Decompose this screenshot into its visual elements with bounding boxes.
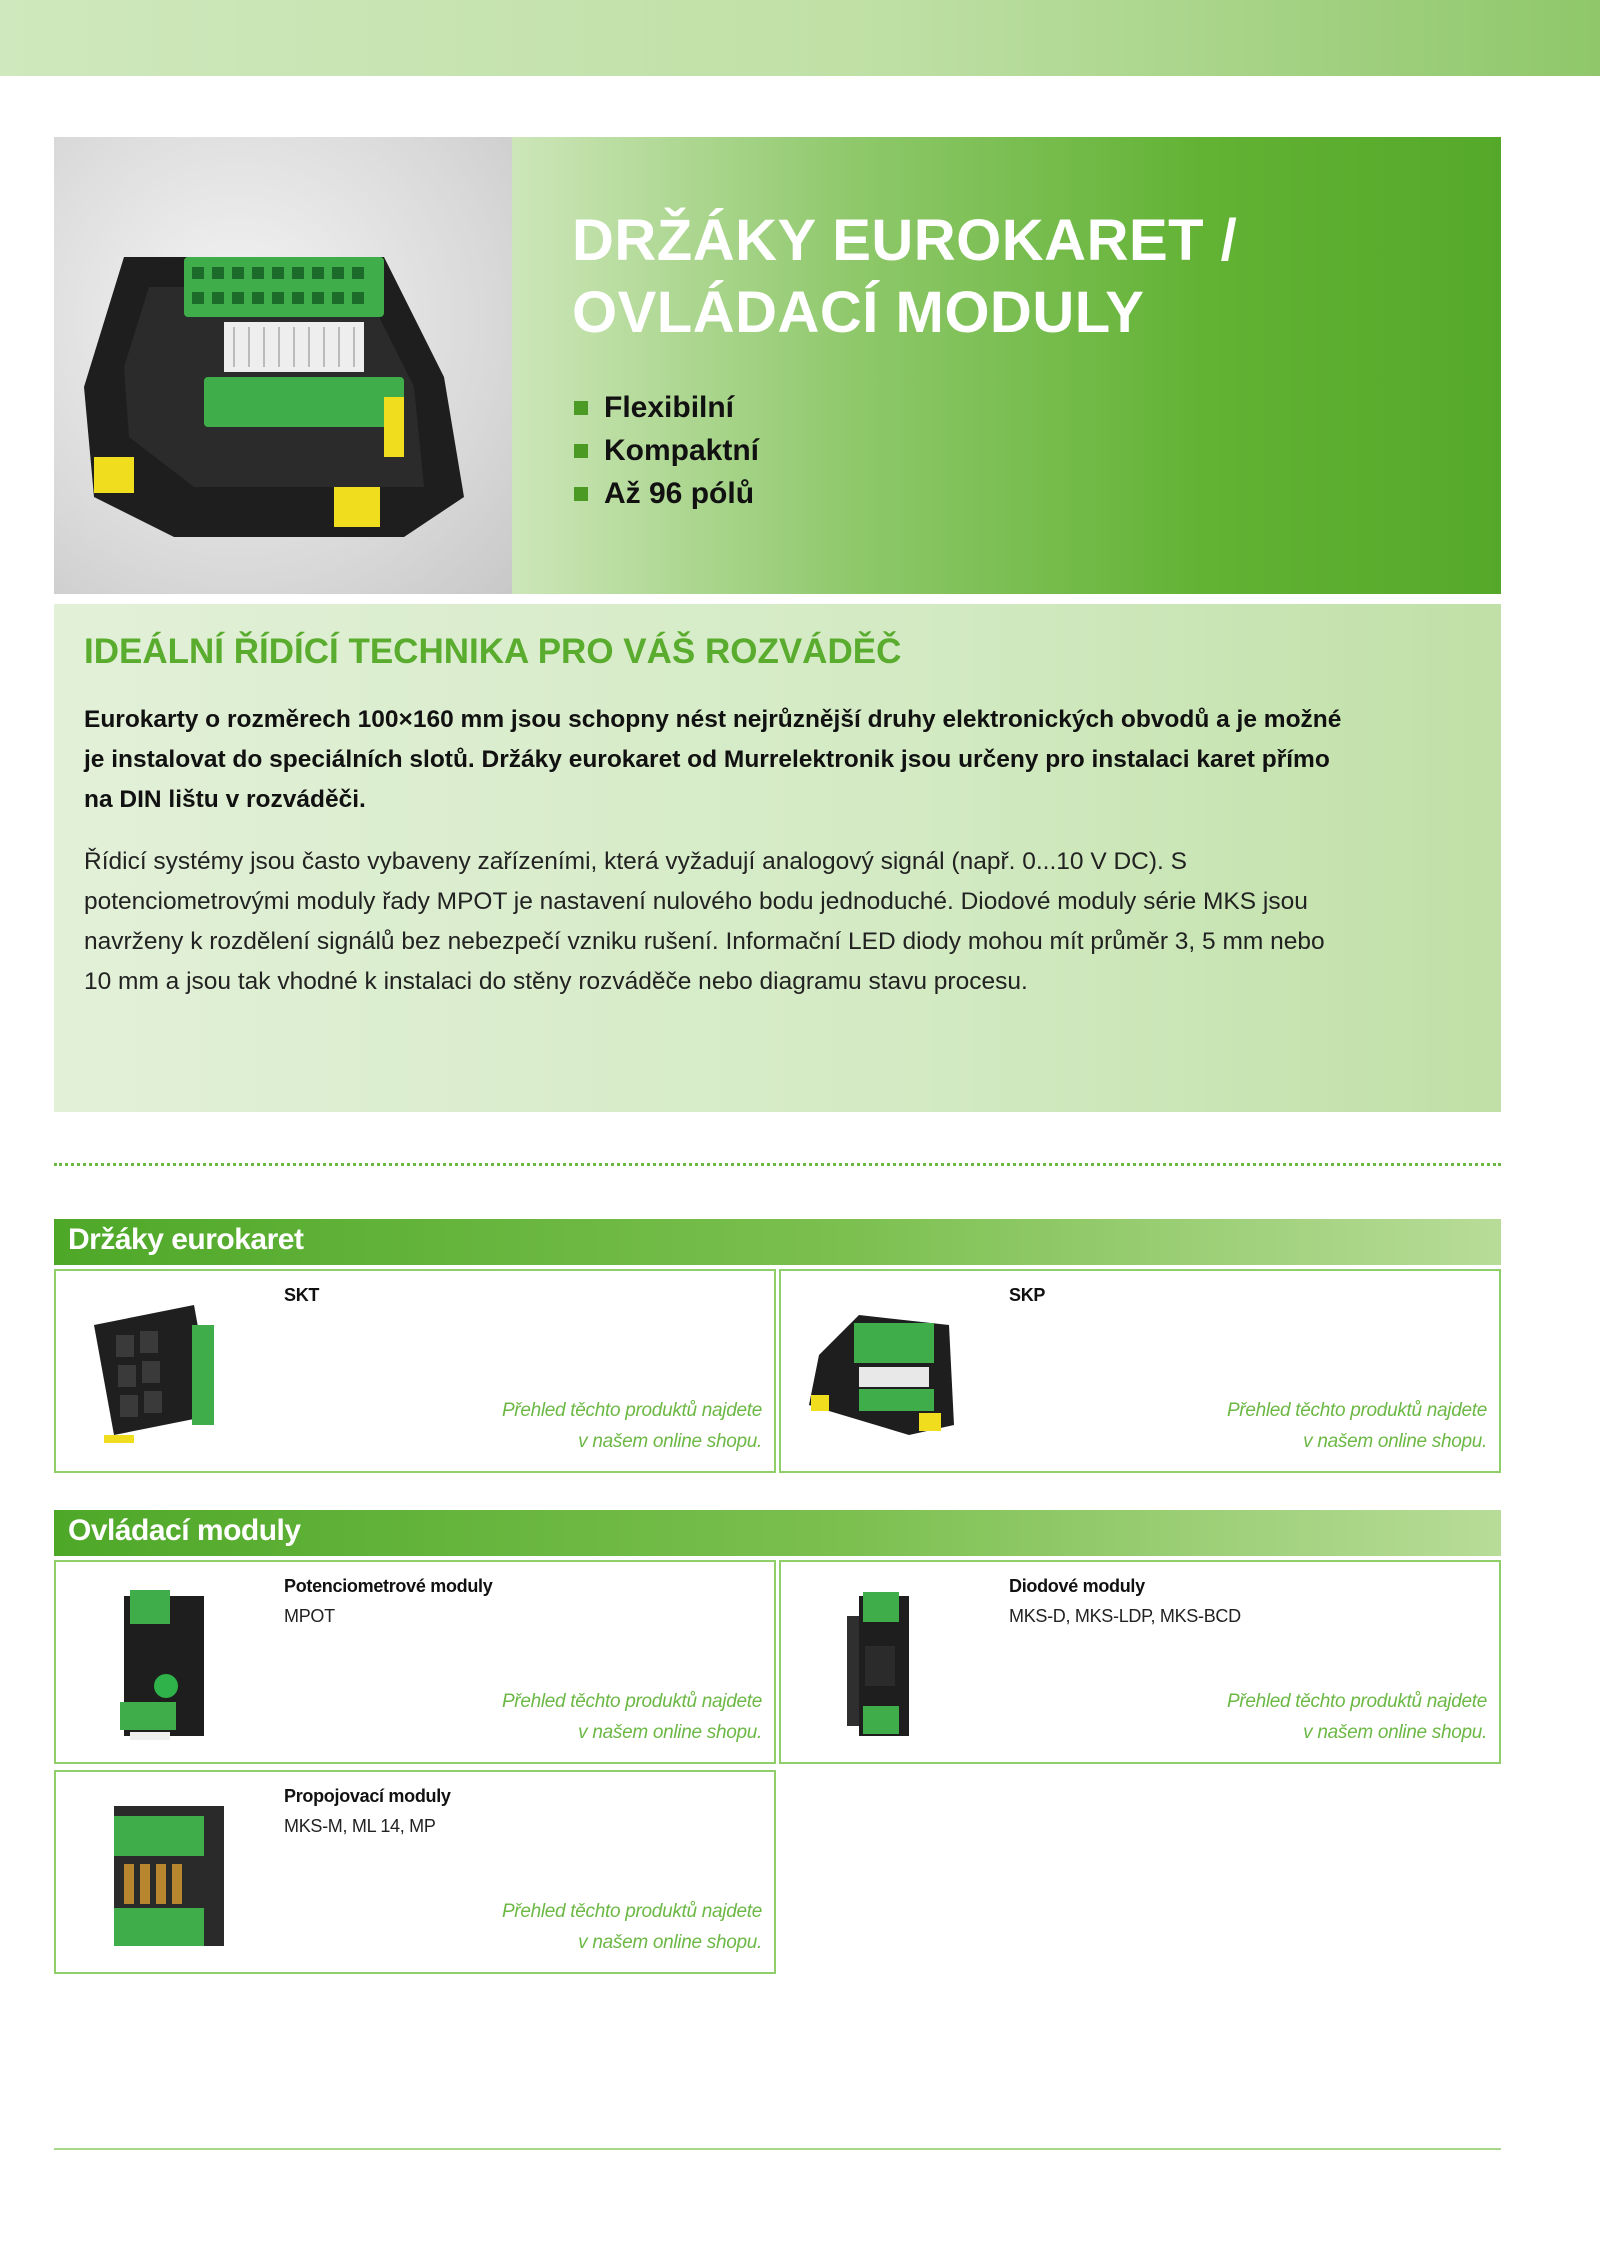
product-image-propojovaci bbox=[74, 1786, 234, 1956]
online-shop-link[interactable]: Přehled těchto produktů najdete v našem online shopu. bbox=[501, 1691, 762, 1743]
section-divider bbox=[54, 1163, 1501, 1166]
section-header-holders bbox=[54, 1219, 1501, 1265]
hero-product-image bbox=[54, 137, 512, 594]
feature-list bbox=[574, 386, 759, 515]
section-title: Držáky eurokaret bbox=[68, 1223, 304, 1256]
product-image-mpot bbox=[74, 1576, 234, 1746]
intro-body-paragraph: Řídicí systémy jsou často vybaveny zařízeními, která vyžadují analogový signál (např. 0...10 V DC). S potenciometrovými moduly řady MPOT je nastavení nulového bodu jednoduché. Diodové moduly série MKS jsou navrženy k rozdělení signálů bez nebezpečí vzniku rušení. Informační LED diody mohou mít průměr 3, 5 mm nebo 10 mm a jsou tak vhodné k instalaci do stěny rozváděče nebo diagramu stavu procesu. bbox=[84, 848, 1325, 995]
product-name: Diodové moduly bbox=[1009, 1576, 1145, 1596]
section-title: Ovládací moduly bbox=[68, 1514, 301, 1547]
feature-item: Kompaktní bbox=[574, 429, 759, 472]
product-card-mks-m[interactable] bbox=[54, 1770, 776, 1974]
online-shop-link[interactable]: Přehled těchto produktů najdete v našem online shopu. bbox=[501, 1901, 762, 1953]
page-title bbox=[572, 205, 1472, 349]
product-card-mpot[interactable] bbox=[54, 1560, 776, 1764]
bullet-square-icon bbox=[574, 444, 588, 458]
footer-rule bbox=[54, 2148, 1501, 2150]
section-header-modules bbox=[54, 1510, 1501, 1556]
product-card-skt[interactable] bbox=[54, 1269, 776, 1473]
product-variants: MKS-D, MKS-LDP, MKS-BCD bbox=[1009, 1606, 1241, 1626]
intro-lead-paragraph: Eurokarty o rozměrech 100×160 mm jsou schopny nést nejrůznější druhy elektronických obvodů a je možné je instalovat do speciálních slotů. Držáky eurokaret od Murrelektronik jsou určeny pro instalaci karet přímo na DIN lištu v rozváděči. bbox=[84, 706, 1342, 813]
product-variants: MPOT bbox=[284, 1606, 335, 1626]
feature-item: Až 96 pólů bbox=[574, 472, 759, 515]
product-card-mks-d[interactable] bbox=[779, 1560, 1501, 1764]
online-shop-link[interactable]: Přehled těchto produktů najdete v našem online shopu. bbox=[1226, 1400, 1487, 1452]
online-shop-link[interactable]: Přehled těchto produktů najdete v našem online shopu. bbox=[1226, 1691, 1487, 1743]
product-name: Propojovací moduly bbox=[284, 1786, 451, 1806]
online-shop-link[interactable]: Přehled těchto produktů najdete v našem online shopu. bbox=[501, 1400, 762, 1452]
bullet-square-icon bbox=[574, 401, 588, 415]
product-image-skp bbox=[799, 1285, 959, 1455]
top-decor-bar bbox=[0, 0, 1600, 76]
feature-item: Flexibilní bbox=[574, 386, 759, 429]
page-title-line-1: DRŽÁKY EUROKARET / bbox=[572, 208, 1238, 273]
product-variants: MKS-M, ML 14, MP bbox=[284, 1816, 436, 1836]
page-title-line-2: OVLÁDACÍ MODULY bbox=[572, 280, 1145, 345]
product-card-skp[interactable] bbox=[779, 1269, 1501, 1473]
product-name: SKP bbox=[1009, 1285, 1046, 1305]
intro-heading: IDEÁLNÍ ŘÍDÍCÍ TECHNIKA PRO VÁŠ ROZVÁDĚČ bbox=[84, 632, 902, 671]
product-name: Potenciometrové moduly bbox=[284, 1576, 493, 1596]
product-name: SKT bbox=[284, 1285, 320, 1305]
product-image-skt bbox=[74, 1285, 234, 1455]
product-image-mks bbox=[799, 1576, 959, 1746]
bullet-square-icon bbox=[574, 487, 588, 501]
